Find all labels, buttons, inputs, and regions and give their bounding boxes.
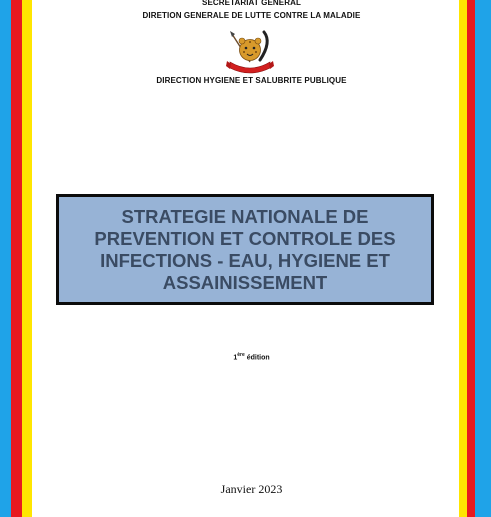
right-border-blue-stripe [475, 0, 491, 517]
right-border-red-stripe [467, 0, 475, 517]
drc-coat-of-arms-icon [220, 28, 280, 76]
edition-word: édition [246, 354, 270, 362]
publication-date: Janvier 2023 [220, 482, 283, 496]
left-border-red-stripe [11, 0, 22, 517]
header-direction-hygiene: DIRECTION HYGIENE ET SALUBRITE PUBLIQUE [156, 76, 347, 85]
document-title: STRATEGIE NATIONALE DE PREVENTION ET CONTROLE DES INFECTIONS - EAU, HYGIENE ET ASSAINISSEMENT [94, 205, 396, 293]
edition-suffix: ère [237, 352, 245, 358]
edition-label [42, 352, 461, 361]
cover-page [42, 0, 461, 517]
header-direction-generale: DIRETION GENERALE DE LUTTE CONTRE LA MALADIE [142, 11, 361, 20]
left-border-yellow-stripe [22, 0, 32, 517]
left-border-blue-stripe [0, 0, 11, 517]
edition-number: 1 [233, 354, 238, 362]
title-box [56, 194, 434, 305]
header-secretariat: SECRETARIAT GENERAL [202, 0, 301, 7]
